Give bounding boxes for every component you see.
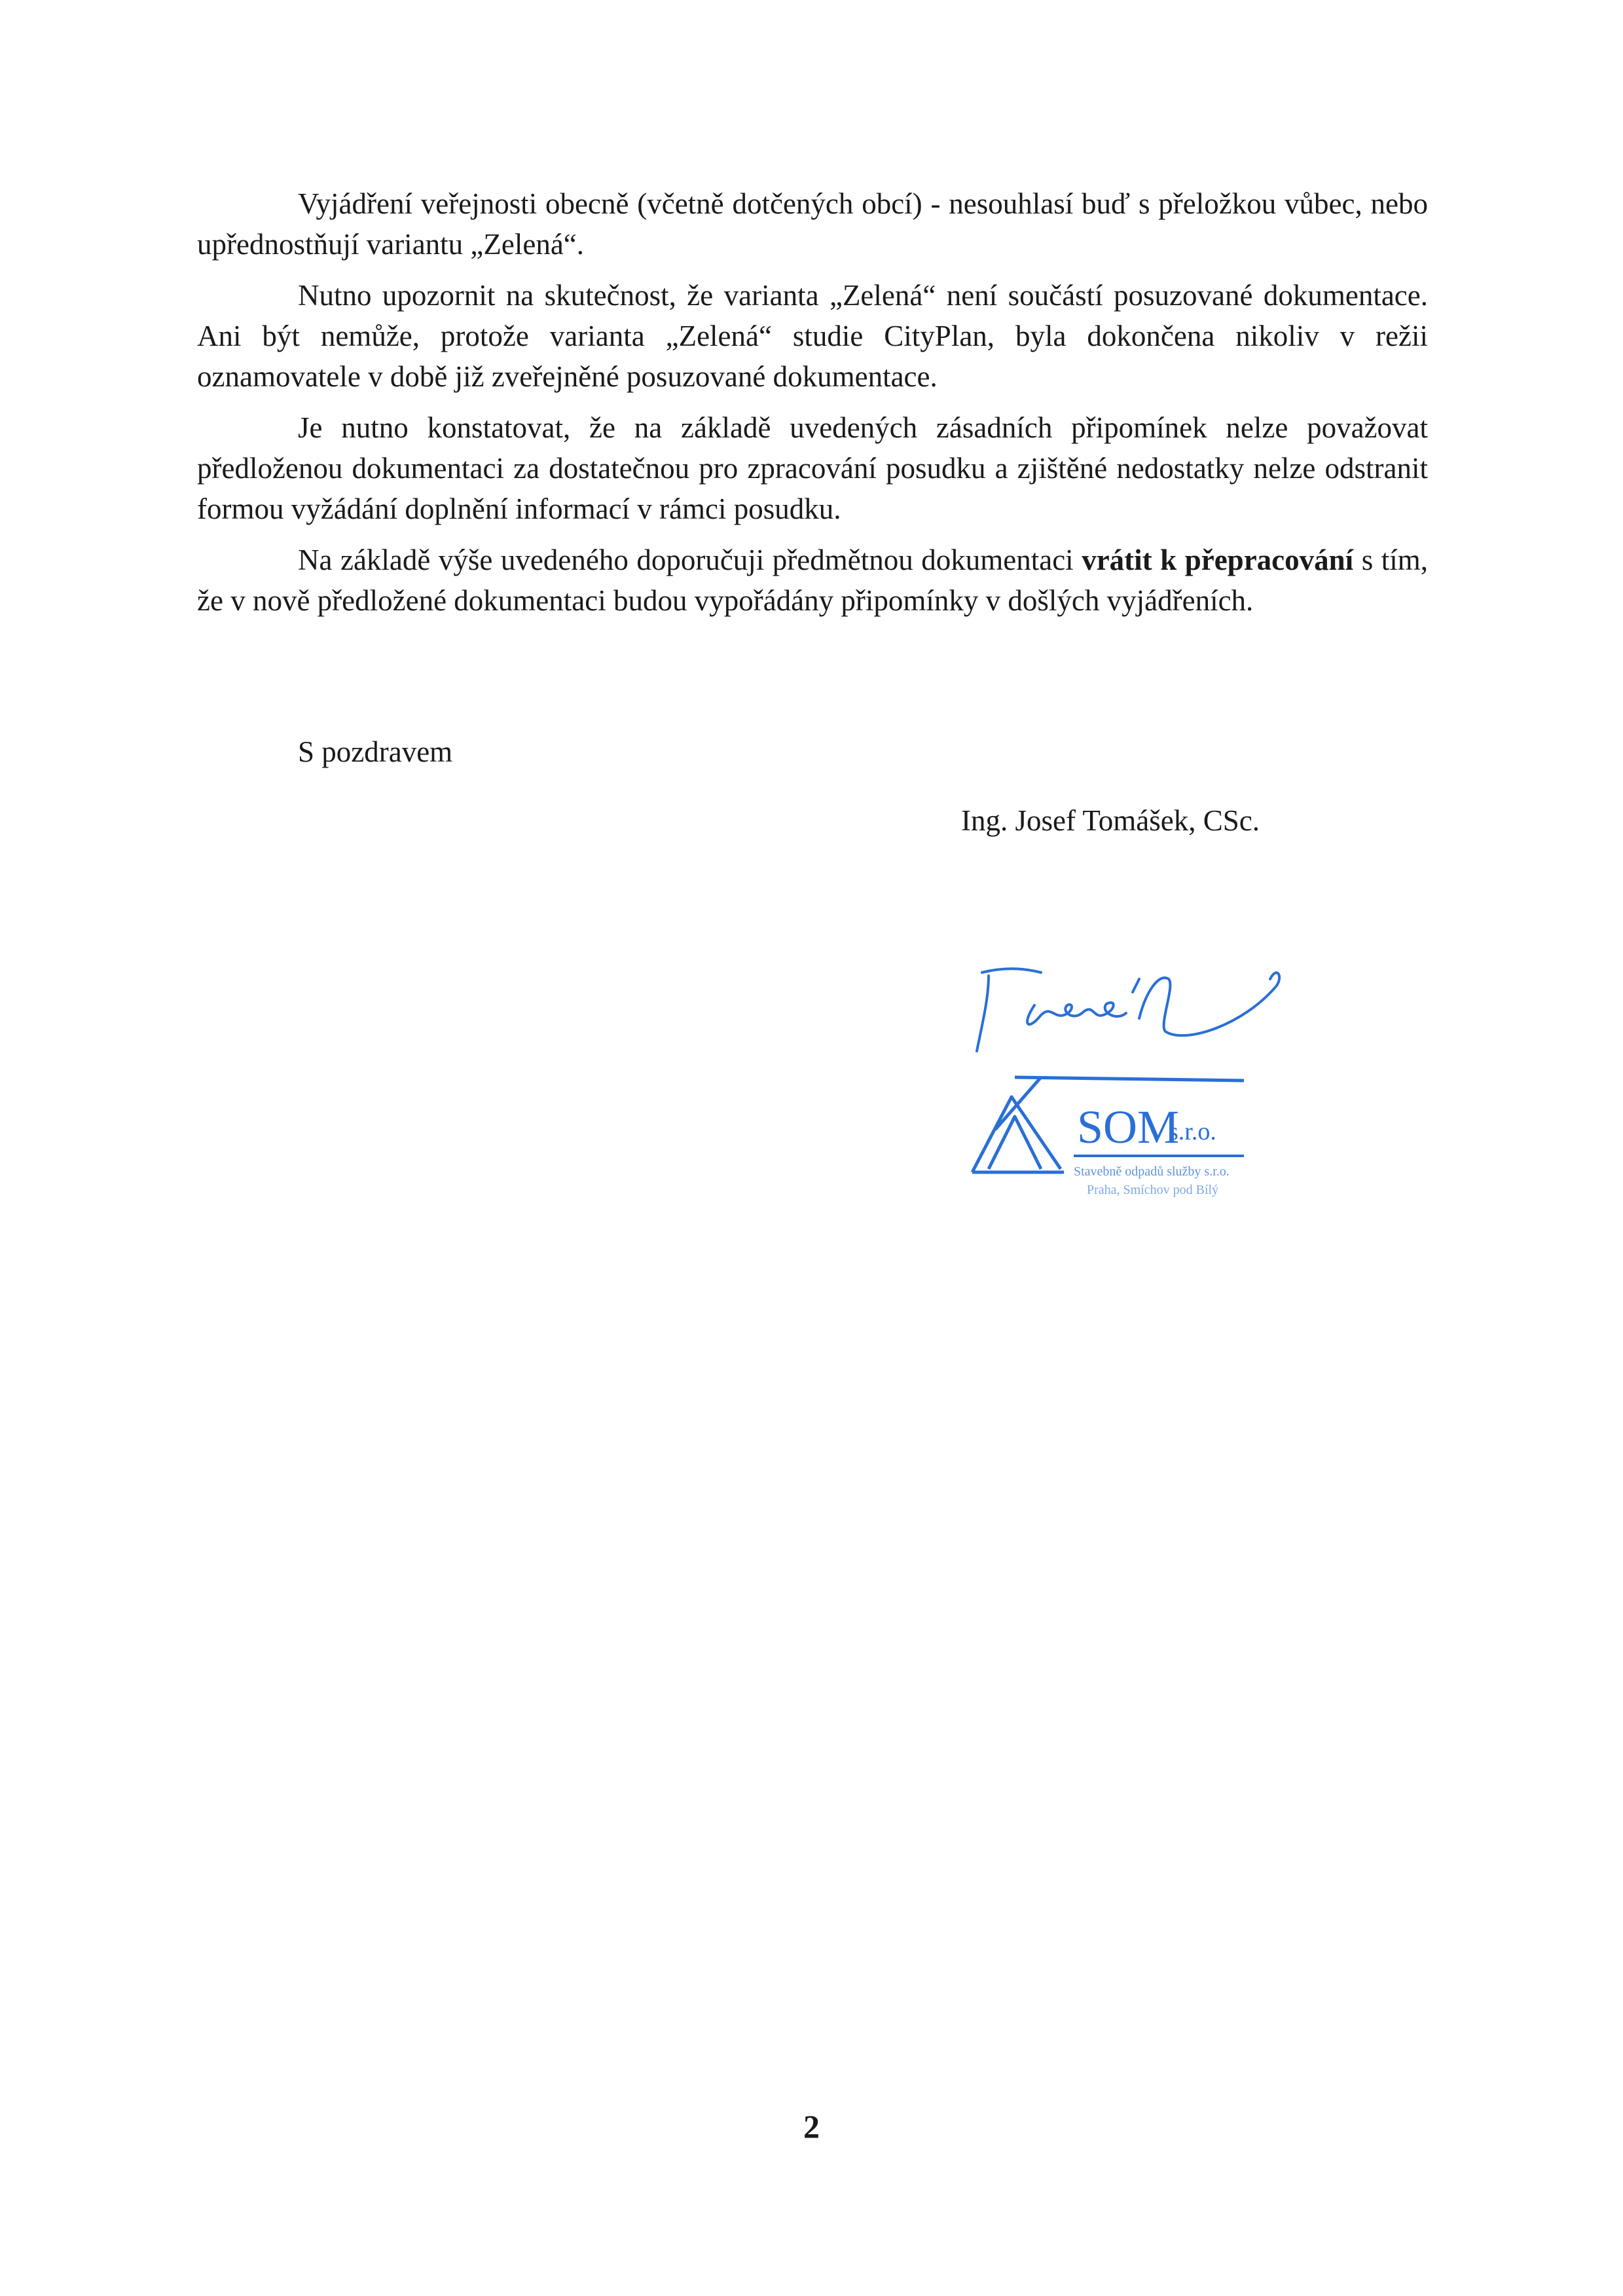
letter-body	[197, 183, 1428, 631]
recommendation-text-start: Na základě výše uvedeného doporučuji předmětnou dokumentaci	[298, 544, 1082, 576]
recommendation-emphasis: vrátit k přepracování	[1082, 544, 1354, 576]
stamp-line-2: Praha, Smíchov pod Bílý	[1087, 1183, 1219, 1197]
paragraph-public-opinion: Vyjádření veřejnosti obecně (včetně dotčených obcí) - nesouhlasí buď s přeložkou vůbec, nebo upřednostňují variantu „Zelená“.	[197, 187, 1428, 261]
handwritten-signature	[977, 969, 1279, 1051]
paragraph-conclusion: Je nutno konstatovat, že na základě uvedených zásadních připomínek nelze považovat předloženou dokumentaci za dostatečnou pro zpracování posudku a zjištěné nedostatky nelze odstranit formou vyžádání doplnění informací v rámci posudku.	[197, 411, 1428, 525]
company-stamp	[972, 1077, 1244, 1197]
stamp-line-1: Stavebně odpadů služby s.r.o.	[1074, 1164, 1230, 1179]
stamp-company-suffix: s.r.o.	[1169, 1118, 1216, 1145]
stamp-company-name: SOM	[1077, 1101, 1180, 1153]
page-number: 2	[803, 2108, 820, 2145]
closing-greeting: S pozdravem	[298, 735, 453, 768]
signature-and-stamp	[969, 953, 1401, 1228]
signer-name: Ing. Josef Tomášek, CSc.	[961, 804, 1260, 837]
paragraph-recommendation	[197, 540, 1428, 621]
paragraph-green-variant: Nutno upozornit na skutečnost, že varianta „Zelená“ není součástí posuzované dokumentace. Ani být nemůže, protože varianta „Zelená“ studie CityPlan, byla dokončena nikoliv v režii oznamovatele v době již zveřejněné posuzované dokumentace.	[197, 279, 1428, 393]
recommendation-text-end: s tím, že v nově předložené dokumentaci budou vypořádány připomínky v došlých vyjádřeních.	[197, 544, 1428, 617]
